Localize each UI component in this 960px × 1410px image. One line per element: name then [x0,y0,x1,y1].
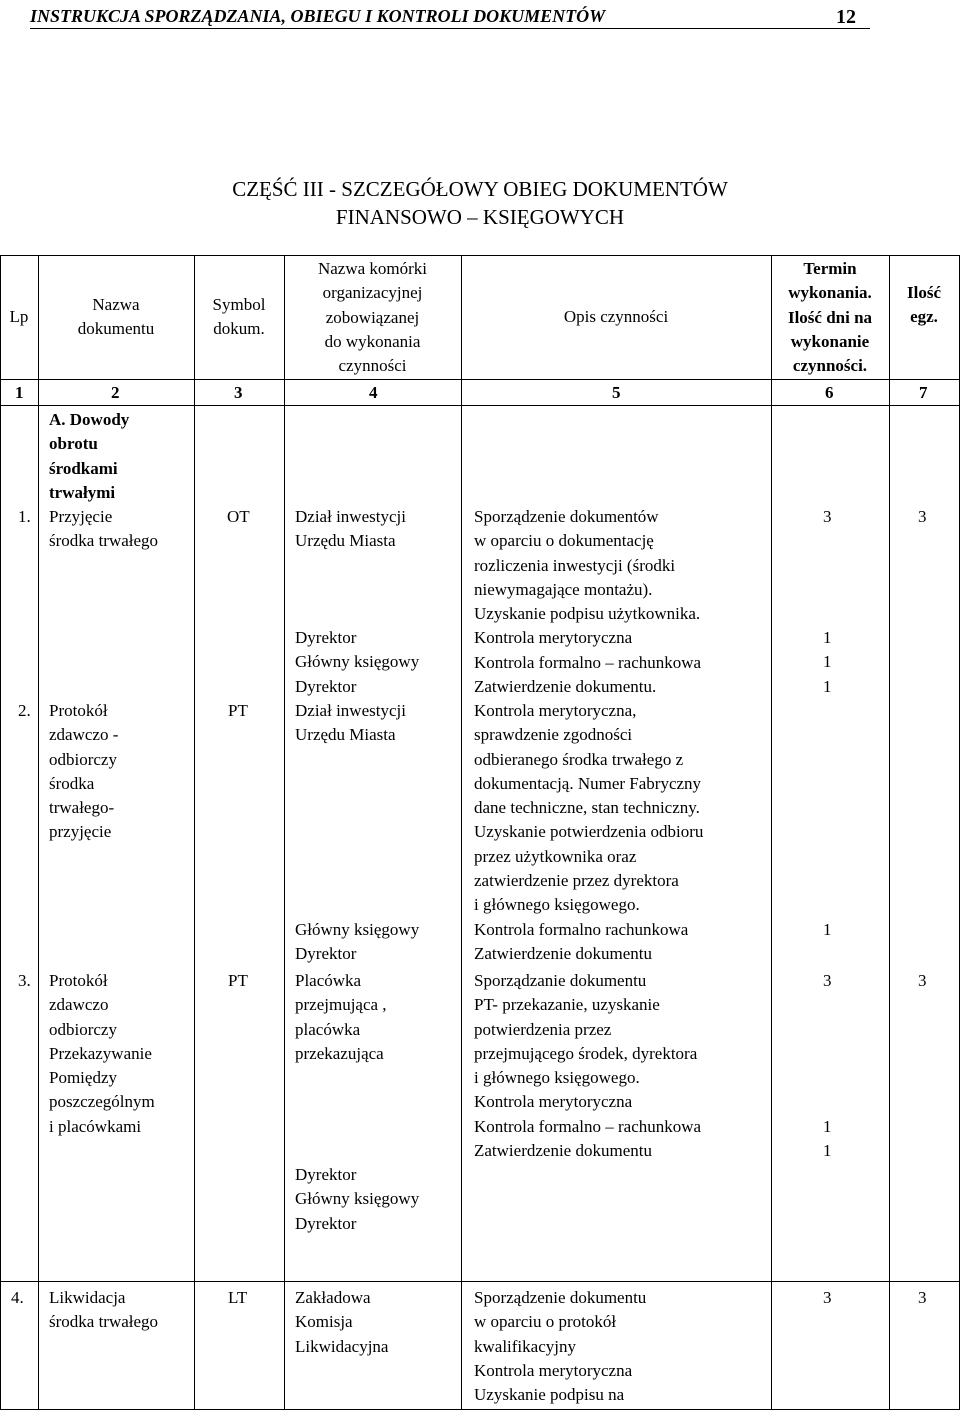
row4-deadline: 3 [823,1288,832,1307]
row1-symbol: OT [227,507,250,526]
header-deadline: Termin wykonania. Ilość dni na wykonanie czynności. [787,259,873,376]
row2-symbol: PT [228,701,248,720]
header-activity-description: Opis czynności [563,307,669,326]
header-copies: Ilość egz. [907,283,941,327]
running-header [30,4,870,29]
row1-org-unit: Dział inwestycji Urzędu Miasta [295,507,406,551]
row1-deadline-steps: 1 1 1 [823,628,832,696]
row2-deadline-steps: 1 [823,920,832,939]
row1-document-name: Przyjęcie środka trwałego [49,507,159,551]
row4-document-name: Likwidacja środka trwałego [49,1288,159,1332]
row4-symbol: LT [228,1288,248,1307]
row1-approvers: Dyrektor Główny księgowy Dyrektor [295,628,420,696]
row1-description: Sporządzenie dokumentów w oparciu o dokumentację rozliczenia inwestycji (środki niewymagające montażu). Uzyskanie podpisu użytkownika. Kontrola merytoryczna Kontrola formalno – rachunkowa Zatwierdzenie dokumentu. [474,507,702,697]
col-number: 4 [369,383,378,402]
row3-deadline-steps: 1 1 [823,1117,832,1161]
page-number: 12 [836,6,856,28]
header-org-unit: Nazwa komórki organizacyjnej zobowiązanej do wykonania czynności [317,259,428,376]
row3-document-name: Protokół zdawczo odbiorczy Przekazywanie Pomiędzy poszczególnym i placówkami [49,971,155,1136]
section-title-line2: FINANSOWO – KSIĘGOWYCH [335,205,625,229]
row4-org-unit: Zakładowa Komisja Likwidacyjna [295,1288,389,1356]
row2-lp: 2. [18,701,31,720]
row4-lp: 4. [11,1288,24,1307]
row2-document-name: Protokół zdawczo - odbiorczy środka trwałego- przyjęcie [49,701,119,842]
row3-approvers: Dyrektor Główny księgowy Dyrektor [295,1165,420,1233]
row3-symbol: PT [228,971,248,990]
header-lp: Lp [9,307,29,326]
row3-deadline: 3 [823,971,832,990]
row3-description: Sporządzanie dokumentu PT- przekazanie, uzyskanie potwierdzenia przez przejmującego środek, dyrektora i głównego księgowego. Kontrola merytoryczna Kontrola formalno – rachunkowa Zatwierdzenie dokumentu [474,971,702,1161]
col-number: 2 [111,383,120,402]
row3-lp: 3. [18,971,31,990]
row3-org-unit: Placówka przejmująca , placówka przekazująca [295,971,387,1063]
section-a-heading: A. Dowody obrotu środkami trwałymi [49,410,130,502]
header-document-name: Nazwa dokumentu [77,295,155,339]
row1-deadline: 3 [823,507,832,526]
row4-copies: 3 [918,1288,927,1307]
col-number: 1 [15,383,24,402]
document-title: INSTRUKCJA SPORZĄDZANIA, OBIEGU I KONTROLI DOKUMENTÓW [30,6,606,26]
header-symbol: Symbol dokum. [212,295,266,339]
row4-description: Sporządzenie dokumentu w oparciu o protokół kwalifikacyjny Kontrola merytoryczna Uzyskanie podpisu na [474,1288,647,1405]
col-number: 6 [825,383,834,402]
row1-lp: 1. [18,507,31,526]
row1-copies: 3 [918,507,927,526]
col-number: 5 [612,383,621,402]
row2-approvers: Główny księgowy Dyrektor [295,920,420,964]
col-number: 7 [919,383,928,402]
col-number: 3 [234,383,243,402]
row2-org-unit: Dział inwestycji Urzędu Miasta [295,701,406,745]
row2-description: Kontrola merytoryczna, sprawdzenie zgodności odbieranego środka trwałego z dokumentacją. Numer Fabryczny dane techniczne, stan techniczny. Uzyskanie potwierdzenia odbioru przez użytkownika oraz zatwierdzenie przez dyrektora i głównego księgowego. Kontrola formalno rachunkowa Zatwierdzenie dokumentu [474,701,704,963]
row3-copies: 3 [918,971,927,990]
section-title-line1: CZĘŚĆ III - SZCZEGÓŁOWY OBIEG DOKUMENTÓW [232,177,728,201]
document-flow-table [0,255,960,1410]
